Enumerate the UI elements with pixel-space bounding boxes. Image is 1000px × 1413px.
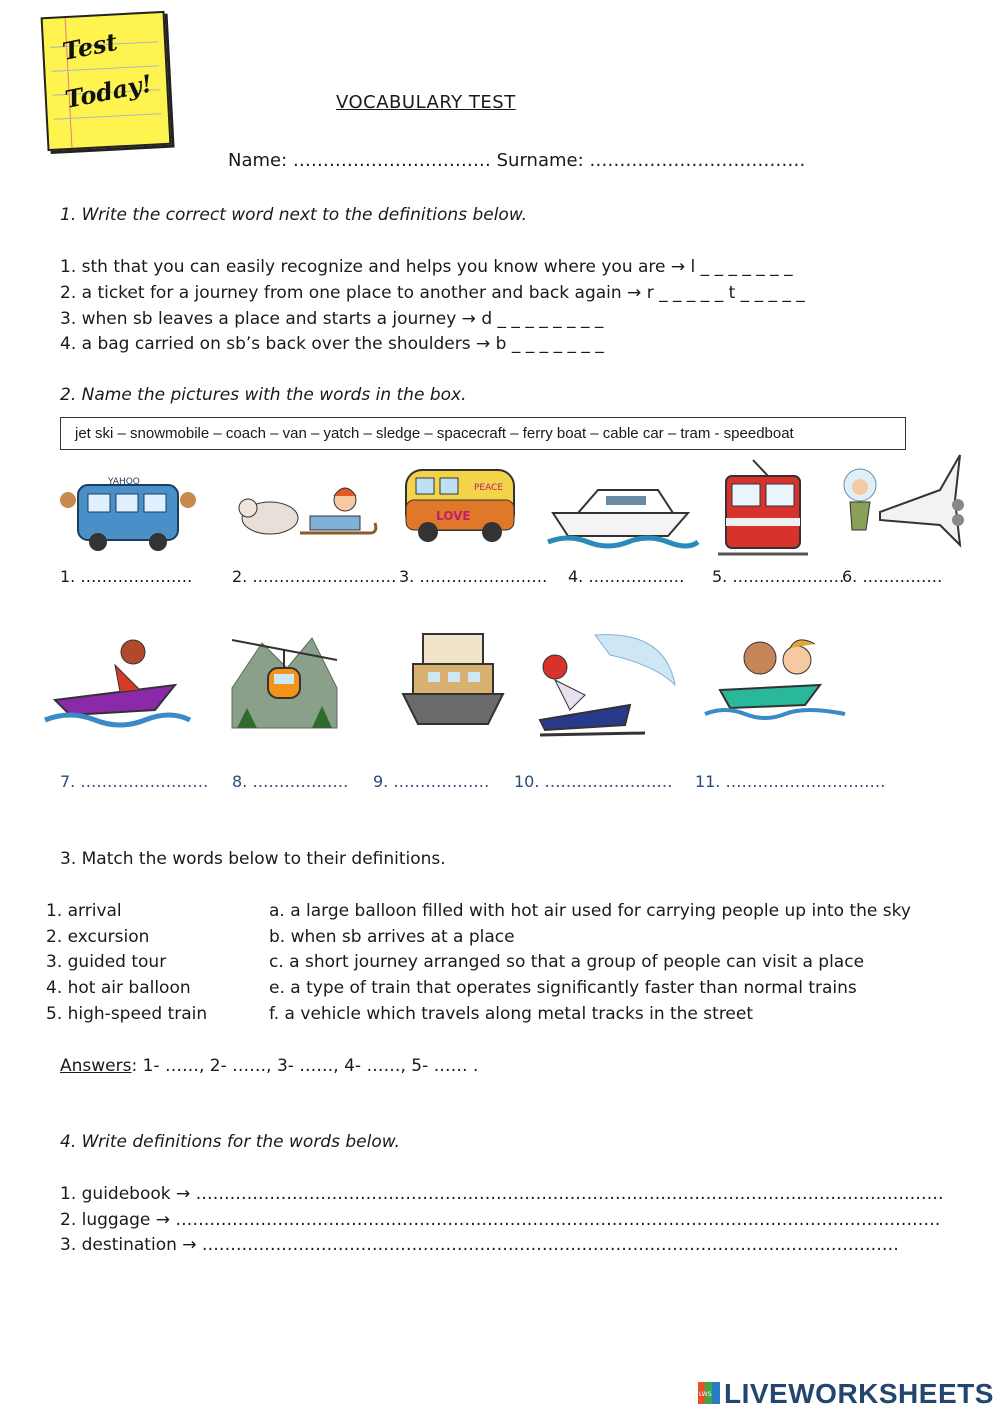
snowmobile-icon: [535, 625, 680, 740]
speedboat-icon: [45, 630, 190, 730]
picture-label: 6. ……………: [842, 567, 943, 586]
name-surname-line: Name: …………………………… Surname: ………………………………: [228, 150, 806, 171]
picture-label: 3. ……………………: [399, 567, 548, 586]
match-definition: a. a large balloon filled with hot air used for carrying people up into the sky: [269, 901, 911, 921]
match-definition: f. a vehicle which travels along metal tracks in the street: [269, 1004, 754, 1024]
definition-write-line: 2. luggage → ………………………………………………………………………………………………………………………: [60, 1210, 941, 1230]
van-icon: [400, 462, 520, 547]
answers-blanks: : 1- ……, 2- ……, 3- ……, 4- ……, 5- …… .: [131, 1056, 479, 1076]
sticky-note-icon: [41, 11, 172, 151]
section-1-heading: 1. Write the correct word next to the definitions below.: [60, 205, 528, 225]
logo-line-2: Today!: [62, 68, 155, 114]
definition-write-line: 1. guidebook → ……………………………………………………………………………………………………………………: [60, 1184, 944, 1204]
section-3-heading: 3. Match the words below to their definitions.: [60, 849, 446, 869]
match-word: 1. arrival: [46, 901, 122, 921]
coach-icon: [58, 470, 198, 555]
sledge-icon: [230, 478, 380, 558]
definition-item: 2. a ticket for a journey from one place to another and back again → r _ _ _ _ _ t _ _ _ _ _: [60, 283, 805, 303]
ferry-boat-icon: [398, 624, 508, 734]
yacht-icon: [548, 468, 698, 553]
match-word: 5. high-speed train: [46, 1004, 208, 1024]
tram-icon: [718, 458, 808, 558]
word-box: jet ski – snowmobile – coach – van – yatch – sledge – spacecraft – ferry boat – cable car – tram - speedboat: [60, 417, 906, 450]
coach-sign: YAHOO: [108, 477, 140, 487]
spacecraft-icon: [820, 450, 970, 555]
match-definition: b. when sb arrives at a place: [269, 927, 515, 947]
picture-label: 5. …………………: [712, 567, 845, 586]
picture-label: 1. …………………: [60, 567, 193, 586]
picture-label: 8. ………………: [232, 772, 349, 791]
match-word: 3. guided tour: [46, 952, 167, 972]
jet-ski-icon: [705, 630, 845, 720]
page-title: VOCABULARY TEST: [336, 92, 516, 113]
van-text: LOVE: [436, 509, 471, 523]
answers-line: [60, 1056, 478, 1076]
liveworksheets-logo-icon: [698, 1382, 720, 1404]
match-word: 2. excursion: [46, 927, 150, 947]
picture-label: 7. ……………………: [60, 772, 209, 791]
logo-icon-letters: LWS: [699, 1391, 712, 1398]
section-2-heading: 2. Name the pictures with the words in the box.: [60, 385, 467, 405]
definition-item: 3. when sb leaves a place and starts a journey → d _ _ _ _ _ _ _ _: [60, 309, 604, 329]
logo-line-1: Test: [60, 26, 120, 66]
definition-write-line: 3. destination → ……………………………………………………………………………………………………………: [60, 1235, 899, 1255]
section-4-heading: 4. Write definitions for the words below.: [60, 1132, 400, 1152]
cable-car-icon: [232, 628, 337, 728]
picture-label: 2. ………………………: [232, 567, 397, 586]
van-text-2: PEACE: [474, 483, 504, 493]
picture-label: 10. ……………………: [514, 772, 673, 791]
match-word: 4. hot air balloon: [46, 978, 191, 998]
picture-label: 11. …………………………: [695, 772, 886, 791]
liveworksheets-brand[interactable]: LIVEWORKSHEETS: [724, 1378, 994, 1409]
match-definition: e. a type of train that operates significantly faster than normal trains: [269, 978, 857, 998]
match-definition: c. a short journey arranged so that a group of people can visit a place: [269, 952, 865, 972]
answers-label: Answers: [60, 1056, 132, 1076]
definition-item: 1. sth that you can easily recognize and helps you know where you are → l _ _ _ _ _ _ _: [60, 257, 793, 277]
picture-label: 4. ………………: [568, 567, 685, 586]
picture-label: 9. ………………: [373, 772, 490, 791]
definition-item: 4. a bag carried on sb’s back over the shoulders → b _ _ _ _ _ _ _: [60, 334, 604, 354]
